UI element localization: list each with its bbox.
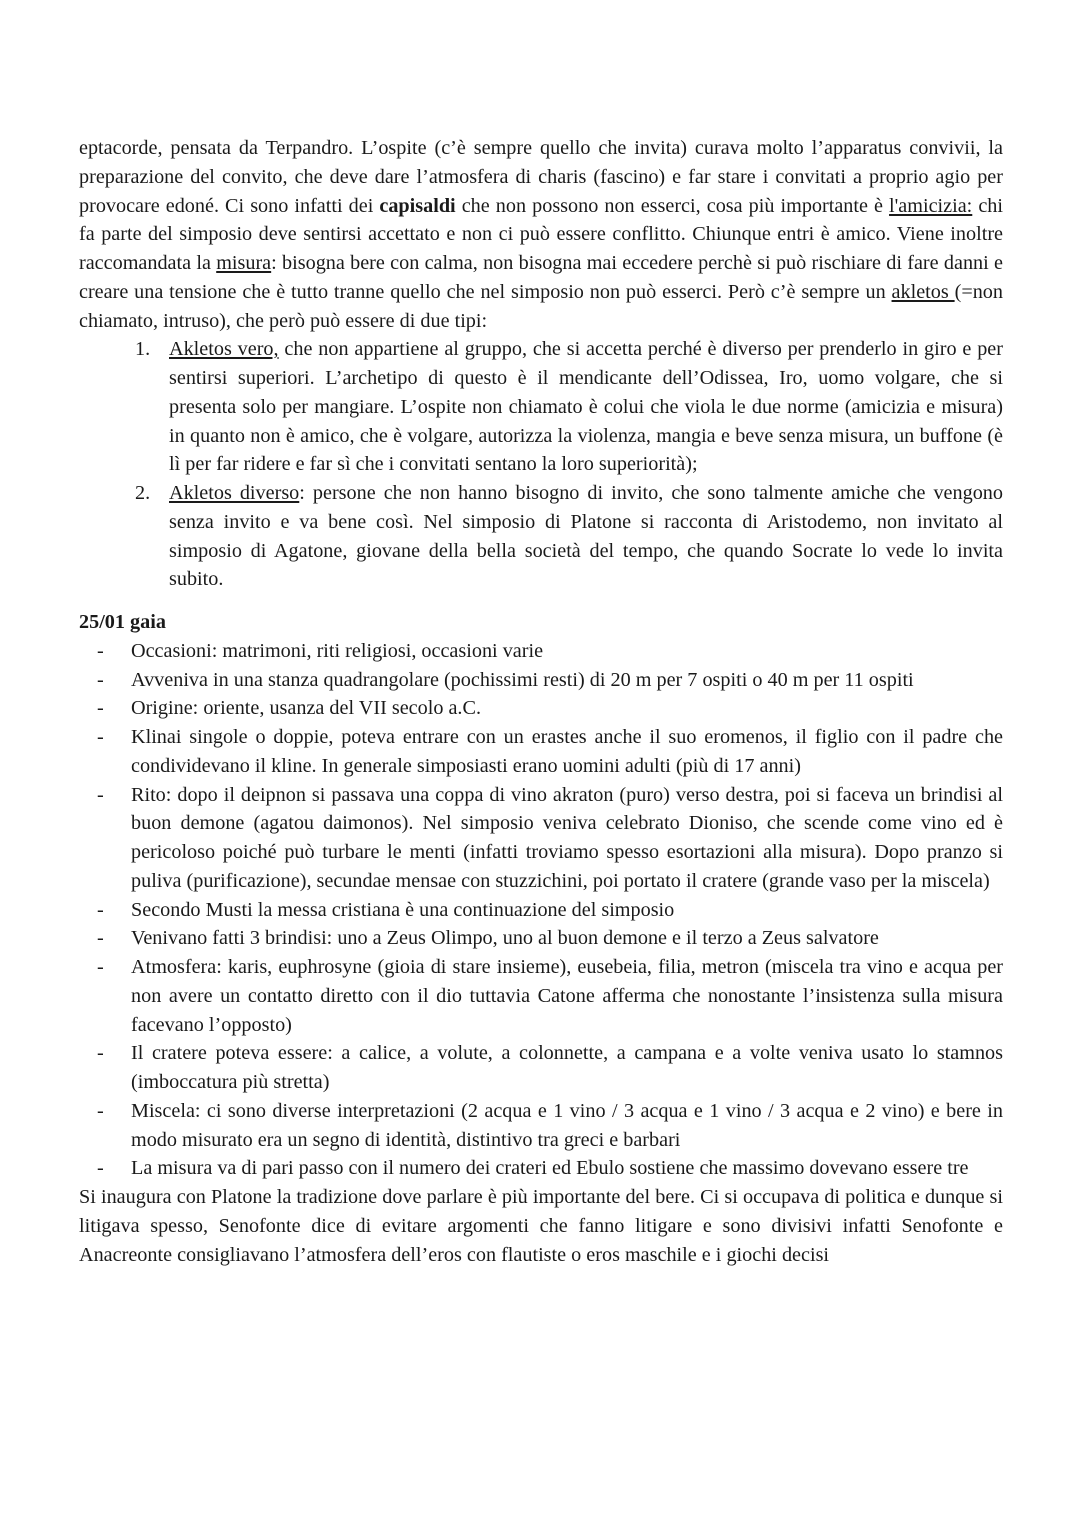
list-item [79,781,1003,896]
list-item [79,335,1003,479]
list-item-text: Il cratere poteva essere: a calice, a volute, a colonnette, a campana e a volte veniva usato lo stamnos (imboccatura più stretta) [131,1042,1003,1093]
dash-bullet: - [97,1157,104,1180]
akletos-vero-term: Akletos vero, [169,338,279,361]
closing-paragraph: Si inaugura con Platone la tradizione dove parlare è più importante del bere. Ci si occupava di politica e dunque si litigava spesso, Senofonte dice di evitare argomenti che fanno litigare e sono divisivi infatti Senofonte e Anacreonte consigliavano l’atmosfera dell’eros con flautiste o eros maschile e i giochi decisi [79,1186,1003,1266]
list-item [79,666,1003,695]
list-item-text: che non appartiene al gruppo, che si accetta perché è diverso per prenderlo in giro e per sentirsi superiori. L’archetipo di questo è il mendicante dell’Odissea, Iro, uomo volgare, che si presenta solo per mangiare. L’ospite non chiamato è colui che viola le due norme (amicizia e misura) in quanto non è amico, che è volgare, autorizza la violenza, mangia e beve senza misura, un buffone (è lì per far ridere e far sì che i convitati sentano la loro superiorità); [169,338,1003,476]
dash-bullet: - [97,956,104,978]
dash-bullet: - [97,668,104,691]
intro-paragraph [79,134,1003,335]
list-item-text: Atmosfera: karis, euphrosyne (gioia di stare insieme), eusebeia, filia, metron (miscela tra vino e acqua per non avere un contatto diretto con il dio tuttavia Catone afferma che nonostante l’insistenza sulla misura facevano l’opposto) [131,956,1003,1036]
list-item-text: Avveniva in una stanza quadrangolare (pochissimi resti) di 20 m per 7 ospiti o 40 m per 11 ospiti [131,668,914,691]
akletos-types-list [79,335,1003,594]
list-item [79,1097,1003,1155]
document-page [79,134,1003,1269]
amicizia-term: l'amicizia: [889,194,973,217]
list-item-text: Rito: dopo il deipnon si passava una coppa di vino akraton (puro) verso destra, poi si faceva un brindisi al buon demone (agatou daimonos). Nel simposio veniva celebrato Dioniso, che scende come vino ed è pericoloso poiché può turbare le menti (infatti troviamo spesso esortazioni alla misura). Dopo pranzo si puliva (purificazione), secundae mensae con stuzzichini, poi portato il cratere (grande vaso per la miscela) [131,783,1003,892]
list-item-text: Miscela: ci sono diverse interpretazioni (2 acqua e 1 vino / 3 acqua e 1 vino / 3 acqua e 2 vino) e bere in modo misurato era un segno di identità, distintivo tra greci e barbari [131,1099,1003,1151]
list-item-text: : persone che non hanno bisogno di invito, che sono talmente amiche che vengono senza invito e va bene così. Nel simposio di Platone si racconta di Aristodemo, non invitato al simposio di Agatone, giovane della bella società del tempo, che quando Socrate lo vede lo invita subito. [169,482,1003,591]
list-item [79,924,1003,953]
list-item-text: Origine: oriente, usanza del VII secolo a.C. [131,697,481,720]
list-number: 1. [135,338,151,361]
dash-bullet: - [97,1042,104,1065]
list-item [79,896,1003,925]
list-number: 2. [135,482,151,504]
dash-bullet: - [97,927,104,950]
list-item [79,694,1003,723]
intro-text-3: chi fa parte del simposio deve sentirsi accettato e non ci può essere conflitto. Chiunque entri è amico. Viene inoltre raccomandata la [79,194,1003,274]
list-item-text: La misura va di pari passo con il numero dei crateri ed Ebulo sostiene che massimo dovevano essere tre [131,1157,969,1180]
list-item-text: Secondo Musti la messa cristiana è una continuazione del simposio [131,898,675,921]
notes-list [79,637,1003,1183]
list-item-text: Venivano fatti 3 brindisi: uno a Zeus Olimpo, uno al buon demone e il terzo a Zeus salvatore [131,927,879,950]
section-heading: 25/01 gaia [79,611,166,633]
list-item [79,479,1003,594]
list-item [79,637,1003,666]
dash-bullet: - [97,639,104,662]
misura-term: misura [216,252,272,274]
list-item-text: Klinai singole o doppie, poteva entrare con un erastes anche il suo eromenos, il figlio con il padre che condividevano il kline. In generale simposiasti erano uomini adulti (più di 17 anni) [131,726,1003,777]
dash-bullet: - [97,726,104,748]
intro-text-1: eptacorde, pensata da Terpandro. L’ospite (c’è sempre quello che invita) curava molto l’apparatus convivii, la preparazione del convito, che deve dare l’atmosfera di charis (fascino) e far stare i convitati a proprio agio per provocare edoné. Ci sono infatti dei [79,137,1003,217]
dash-bullet: - [97,783,104,806]
capisaldi-term: capisaldi [379,194,456,217]
dash-bullet: - [97,697,104,720]
akletos-diverso-term: Akletos diverso [169,482,300,504]
list-item [79,953,1003,1039]
dash-bullet: - [97,1099,104,1122]
intro-text-4: : bisogna bere con calma, non bisogna mai eccedere perchè si può rischiare di fare danni e creare una tensione che è tutto tranne quello che nel simposio non può esserci. Però c’è sempre un [79,252,1003,303]
list-item [79,723,1003,781]
list-item [79,1154,1003,1183]
intro-text-5: (=non chiamato, intruso), che però può essere di due tipi: [79,280,1003,332]
intro-text-2: che non possono non esserci, cosa più importante è [455,194,890,217]
list-item-text: Occasioni: matrimoni, riti religiosi, occasioni varie [131,639,544,662]
akletos-term: akletos [891,280,955,303]
list-item [79,1039,1003,1097]
dash-bullet: - [97,898,104,921]
